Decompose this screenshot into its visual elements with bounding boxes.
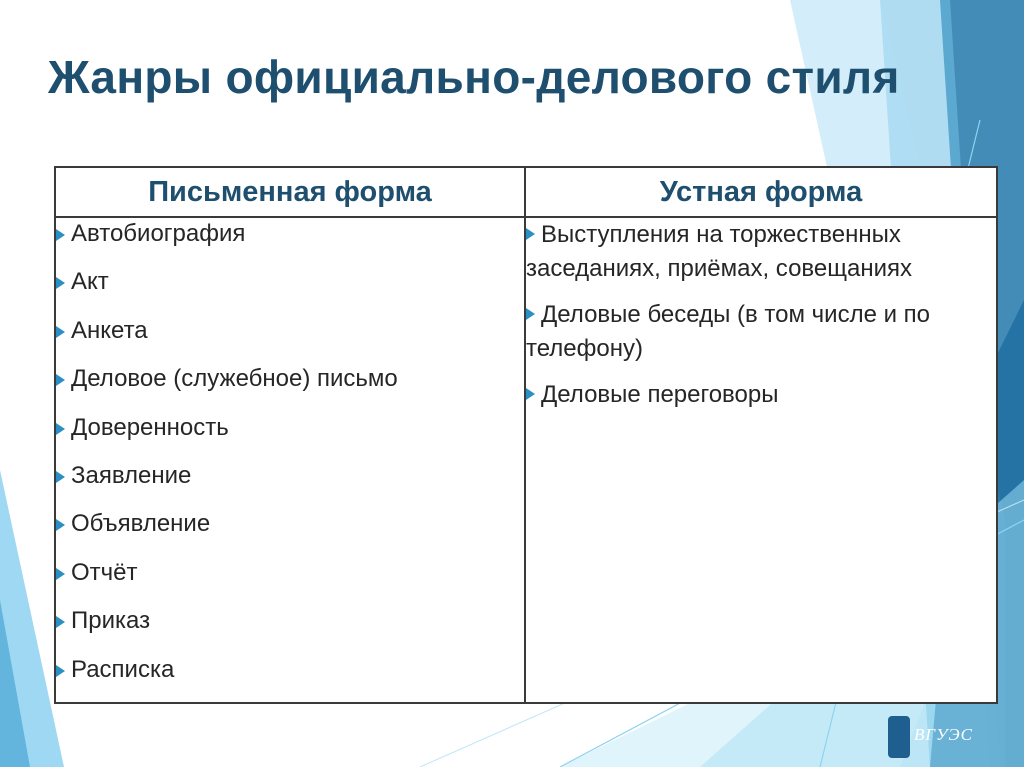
shield-icon <box>888 714 910 756</box>
list-item: Деловое (служебное) письмо <box>56 363 524 411</box>
logo-text: ВГУЭС <box>914 725 973 744</box>
triangle-bullet-icon <box>56 519 65 531</box>
list-item: Заявление <box>56 460 524 508</box>
page-title: Жанры официально-делового стиля <box>48 51 900 103</box>
triangle-bullet-icon <box>56 374 65 386</box>
list-item: Анкета <box>56 315 524 363</box>
list-item: Деловые переговоры <box>526 378 996 412</box>
triangle-bullet-icon <box>526 388 535 400</box>
list-item: Выступления на торжественных заседаниях, приёмах, совещаниях <box>526 221 912 282</box>
header-written-form: Письменная форма <box>55 167 525 217</box>
university-logo <box>888 714 973 756</box>
written-forms-list <box>56 218 524 702</box>
header-oral-form: Устная форма <box>525 167 997 217</box>
list-item: Объявление <box>56 508 524 556</box>
oral-forms-list <box>526 218 996 412</box>
triangle-bullet-icon <box>56 277 65 289</box>
genres-table <box>54 166 998 704</box>
table-row <box>55 217 997 703</box>
table-header-row <box>55 167 997 217</box>
list-item: Приказ <box>56 605 524 653</box>
triangle-bullet-icon <box>56 665 65 677</box>
triangle-bullet-icon <box>56 616 65 628</box>
triangle-bullet-icon <box>56 229 65 241</box>
triangle-bullet-icon <box>56 568 65 580</box>
list-item: Деловые беседы (в том числе и по телефону) <box>526 301 931 362</box>
triangle-bullet-icon <box>56 471 65 483</box>
triangle-bullet-icon <box>526 228 535 240</box>
list-item: Автобиография <box>56 218 524 266</box>
triangle-bullet-icon <box>56 326 65 338</box>
triangle-bullet-icon <box>56 423 65 435</box>
triangle-bullet-icon <box>526 308 535 320</box>
list-item: Отчёт <box>56 557 524 605</box>
list-item: Доверенность <box>56 412 524 460</box>
list-item: Акт <box>56 266 524 314</box>
written-forms-cell <box>55 217 525 703</box>
oral-forms-cell <box>525 217 997 703</box>
list-item: Расписка <box>56 654 524 702</box>
